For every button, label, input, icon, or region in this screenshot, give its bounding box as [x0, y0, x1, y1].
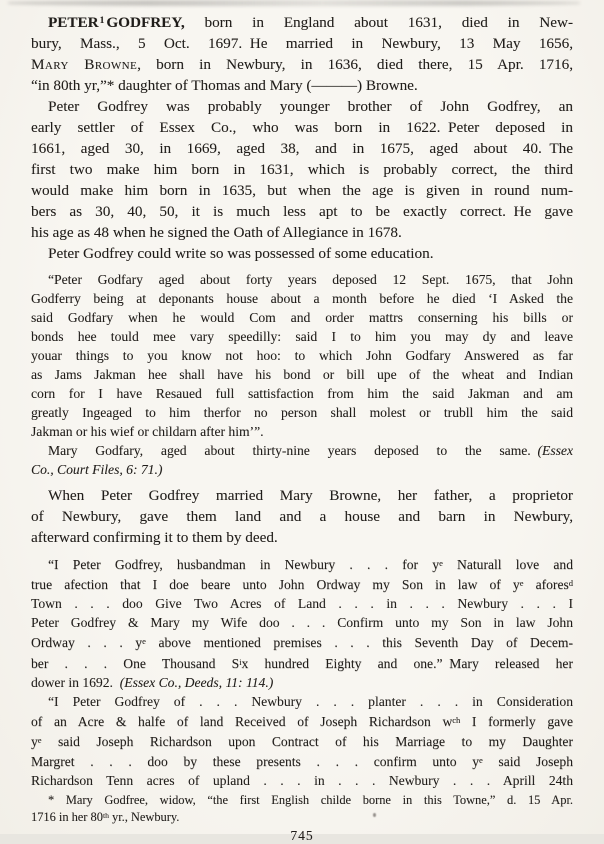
page-number: 745: [290, 828, 314, 844]
text-segment: Ordway . . . y: [31, 635, 143, 651]
text-segment: yr., Newbury.: [108, 810, 180, 825]
text-line: [31, 792, 573, 808]
text-segment: of an Acre & halfe of land Received of Joseph Richardson w: [31, 713, 453, 729]
paragraph: [31, 485, 573, 548]
superscript-text: e: [439, 557, 443, 568]
text-segment: PETER: [48, 13, 99, 31]
text-segment: (Essex: [537, 442, 573, 458]
text-segment: y: [31, 734, 38, 750]
text-segment: “I Peter Godfrey, husbandman in Newbury . . . for y: [48, 557, 440, 573]
text-segment: (Essex Co., Deeds, 11: 114.): [119, 674, 274, 690]
text-segment: Jakman or his wief or childarn after him’”.: [31, 423, 264, 439]
text-segment: “Peter Godfary aged about forty years deposed 12 Sept. 1675, that John: [48, 271, 573, 287]
text-segment: afores: [523, 577, 569, 593]
text-line: [31, 54, 573, 75]
paragraph: [31, 554, 573, 692]
text-segment: * Mary Godfree, widow, “the first English childe borne in this Towne,” d. 15 Apr.: [48, 793, 573, 808]
text-line: [31, 11, 573, 33]
text-segment: 1661, aged 30, in 1669, aged 38, and in 1675, aged about 40. The: [31, 139, 573, 157]
text-line: [31, 138, 573, 159]
text-line: [31, 180, 573, 201]
text-line: [31, 613, 573, 632]
text-line: [31, 485, 573, 506]
paragraph: [31, 243, 573, 264]
scan-artifact-speck: [373, 813, 376, 817]
text-segment: Town . . . doo Give Two Acres of Land . . . in . . . Newbury . . . I: [31, 596, 573, 612]
text-segment: ber . . . One Thousand S: [31, 655, 240, 671]
text-segment: dower in 1692.: [31, 674, 120, 690]
text-line: [31, 96, 573, 117]
text-segment: first two make him born in 1631, which is probably correct, the third: [31, 160, 573, 178]
text-line: [31, 327, 573, 346]
text-segment: afterward confirming it to them by deed.: [31, 528, 278, 546]
text-line: [31, 632, 573, 652]
superscript-text: 1: [99, 16, 105, 26]
text-segment: Mary Browne: [31, 55, 138, 73]
paragraph: [31, 96, 573, 243]
text-line: [31, 711, 573, 731]
text-segment: bury, Mass., 5 Oct. 1697. He married in Newbury, 13 May 1656,: [31, 34, 573, 52]
text-segment: Peter Godfrey was probably younger brother of John Godfrey, an: [48, 97, 573, 115]
text-segment: bonds hee tould mee vary speedilly: said I to him you may dy and leave: [31, 328, 573, 344]
text-segment: as Jams Jakman hee shall have his bond or bill upe of the wheat and Indian: [31, 366, 573, 382]
text-line: [31, 117, 573, 138]
text-segment: GODFREY,: [106, 13, 185, 31]
text-line: [31, 441, 573, 460]
text-line: [31, 506, 573, 527]
text-segment: “in 80th yr,”* daughter of Thomas and Mary (———) Browne.: [31, 76, 418, 94]
text-segment: Margret . . . doo by these presents . . . confirm unto y: [31, 754, 480, 770]
text-line: [31, 574, 573, 594]
text-line: [31, 384, 573, 403]
text-segment: above mentioned premises . . . this Seventh Day of Decem-: [145, 635, 574, 651]
text-segment: x hundred Eighty and one.” Mary released her: [241, 655, 573, 671]
text-segment: born in England about 1631, died in New-: [184, 13, 573, 31]
text-segment: Co., Court Files, 6: 71.): [31, 461, 163, 477]
superscript-text: ch: [452, 714, 461, 725]
text-segment: of Newbury, gave them land and a house and barn in Newbury,: [31, 507, 573, 525]
text-line: [31, 308, 573, 327]
text-line: [31, 527, 573, 548]
text-line: [31, 554, 573, 574]
text-segment: Peter Godfrey & Mary my Wife doo . . . Confirm unto my Son in law John: [31, 615, 573, 631]
text-segment: corn for I have Resaued full sattisfaction from him the said Jakman and am: [31, 385, 573, 401]
text-segment: “I Peter Godfrey of . . . Newbury . . . planter . . . in Consideration: [48, 693, 573, 709]
superscript-text: th: [102, 811, 109, 821]
text-line: [31, 692, 573, 711]
text-line: [31, 365, 573, 384]
text-line: [31, 460, 573, 479]
scan-artifact-smudge: [8, 0, 580, 6]
text-segment: his age as 48 when he signed the Oath of Allegiance in 1678.: [31, 223, 402, 241]
text-line: [31, 403, 573, 422]
text-segment: , born in Newbury, in 1636, died there, 15 Apr. 1716,: [137, 55, 574, 73]
text-line: [31, 33, 573, 54]
text-segment: true afection that I doe beare unto John Ordway my Son in law of y: [31, 577, 520, 593]
paragraph: [31, 441, 573, 479]
superscript-text: d: [568, 578, 573, 589]
text-segment: bers as 30, 40, 50, it is much less apt to be exactly correct. He gave: [31, 202, 573, 220]
text-segment: said Joseph: [482, 754, 573, 770]
text-segment: Godferry being at deponants house about a month before he died ‘I Asked the: [31, 290, 573, 306]
paragraph: [31, 270, 573, 441]
paragraph: [31, 11, 573, 96]
text-segment: When Peter Godfrey married Mary Browne, her father, a proprietor: [48, 486, 573, 504]
text-segment: Peter Godfrey could write so was possessed of some education.: [48, 244, 434, 262]
text-line: [31, 159, 573, 180]
text-line: [31, 653, 573, 673]
text-segment: would make him born in 1635, but when the age is given in round num-: [31, 181, 573, 199]
superscript-text: e: [37, 734, 42, 745]
text-segment: I formerly gave: [460, 713, 573, 729]
text-segment: greatly Ingeaged to him therfor no person shall molest or trubll him the said: [31, 404, 573, 420]
paragraph: [31, 692, 573, 791]
text-line: [31, 808, 573, 825]
text-line: [31, 673, 573, 692]
text-line: [31, 270, 573, 289]
text-segment: Naturall love and: [442, 557, 574, 573]
text-segment: early settler of Essex Co., who was born in 1622. Peter deposed in: [31, 118, 573, 136]
text-segment: said Joseph Richardson upon Contract of his Marriage to my Daughter: [41, 734, 573, 750]
text-segment: youar things to you know not hoo: to which John Godfary Answered as far: [31, 347, 573, 363]
text-line: [31, 594, 573, 613]
superscript-text: i: [239, 656, 242, 667]
text-segment: 1716 in her 80: [31, 810, 103, 825]
text-line: [31, 771, 573, 790]
text-segment: said Godfary when he would Com and order mattrs conserning his bills or: [31, 309, 573, 325]
paragraph: [31, 792, 573, 825]
text-segment: Mary Godfary, aged about thirty-nine years deposed to the same.: [48, 442, 538, 458]
superscript-text: e: [519, 578, 524, 589]
text-line: [31, 75, 573, 96]
text-line: [31, 346, 573, 365]
text-line: [31, 243, 573, 264]
text-line: [31, 201, 573, 222]
page-content: [31, 11, 573, 825]
text-line: [31, 289, 573, 308]
text-line: [31, 222, 573, 243]
text-line: [31, 731, 573, 751]
text-line: [31, 422, 573, 441]
text-line: [31, 751, 573, 771]
text-segment: Richardson Tenn acres of upland . . . in . . . Newbury . . . Aprill 24th: [31, 773, 573, 789]
superscript-text: e: [142, 636, 146, 647]
superscript-text: e: [479, 755, 483, 766]
